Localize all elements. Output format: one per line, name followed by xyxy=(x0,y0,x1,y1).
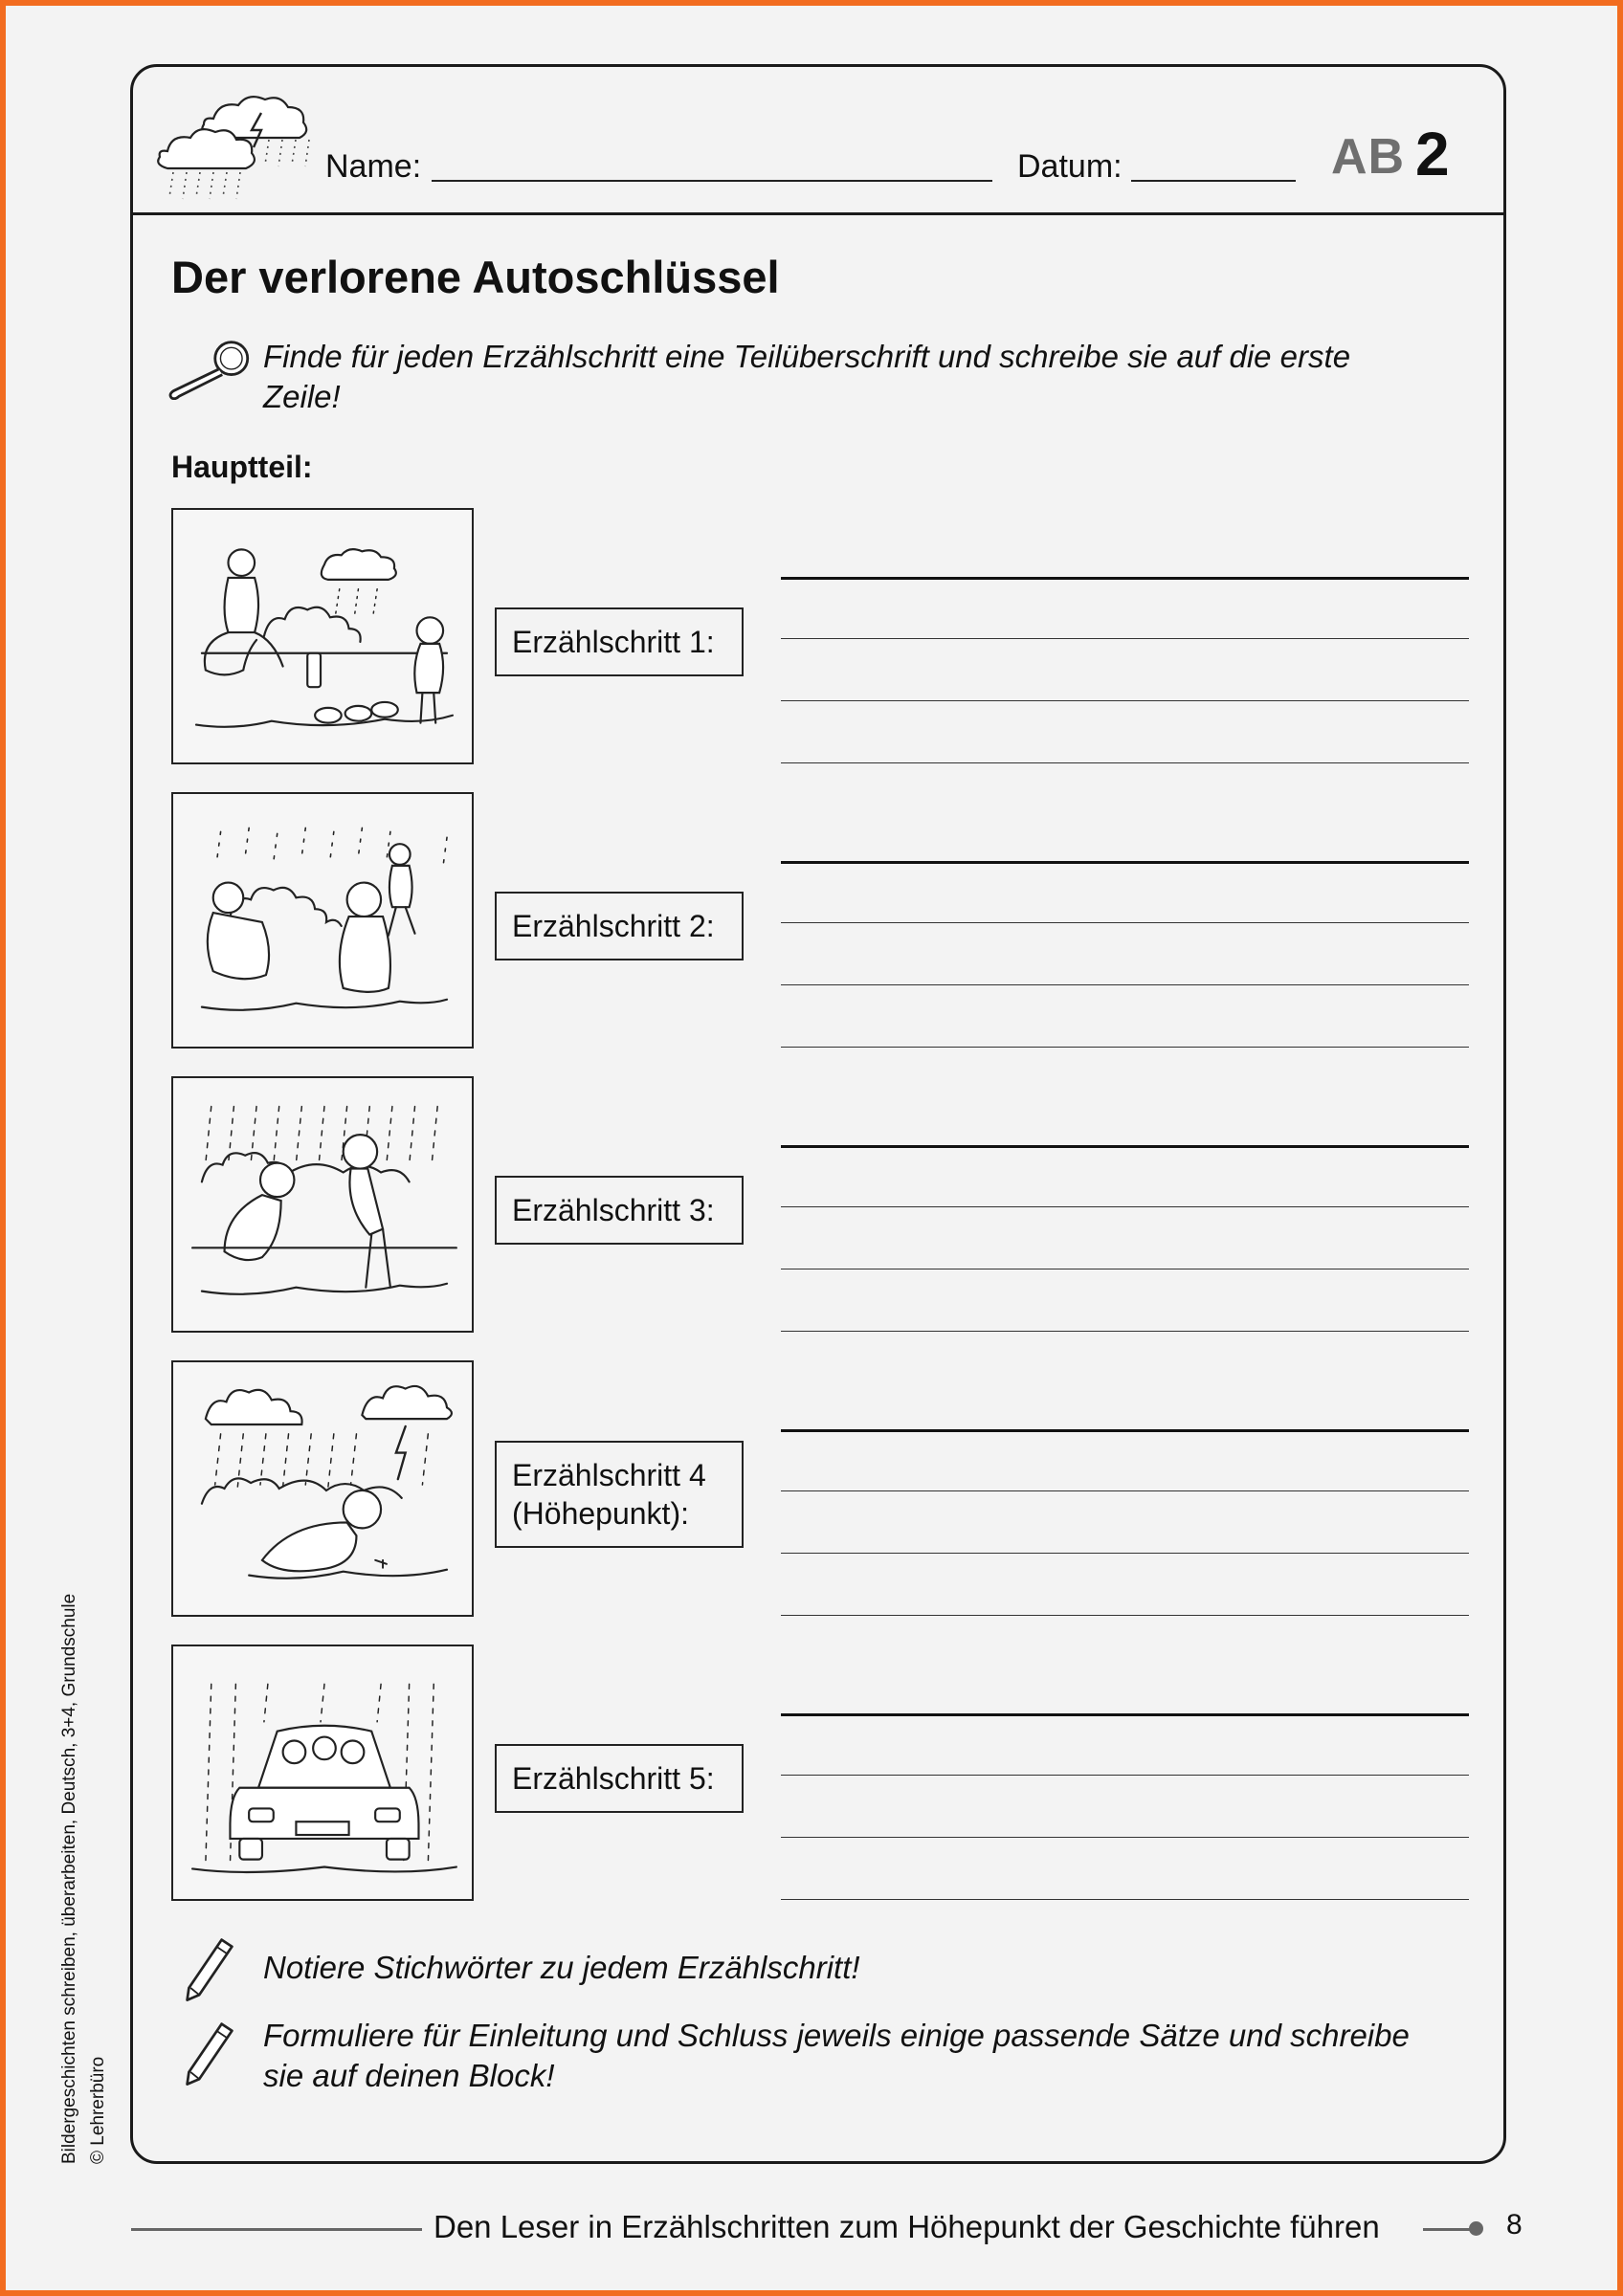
writing-line[interactable] xyxy=(781,1331,1469,1332)
step-label-4-line2: (Höhepunkt): xyxy=(512,1496,689,1531)
step-label-3 xyxy=(495,1176,744,1245)
key-found-illustration xyxy=(171,1360,474,1617)
footer-title: Den Leser in Erzählschritten zum Höhepunkt der Geschichte führen xyxy=(434,2209,1380,2244)
worksheet xyxy=(130,64,1506,2164)
main-instruction-line1: Finde für jeden Erzählschritt eine Teilüberschrift und schreibe sie auf die erste xyxy=(263,339,1351,374)
story-step-3 xyxy=(171,1076,1478,1333)
heading-line-1[interactable] xyxy=(781,577,1469,580)
picnic-illustration xyxy=(171,508,474,764)
side-credit-line1: Bildergeschichten schreiben, überarbeiten, Deutsch, 3+4, Grundschule xyxy=(59,1593,79,2164)
instruction-intro-ending xyxy=(263,2016,1478,2096)
step-label-1 xyxy=(495,607,744,676)
writing-line[interactable] xyxy=(781,1206,1469,1207)
writing-line[interactable] xyxy=(781,1553,1469,1554)
instruction-keywords xyxy=(263,1948,1450,1988)
worksheet-number: 2 xyxy=(1415,120,1450,188)
side-credit xyxy=(56,1594,113,2164)
step-label-5 xyxy=(495,1744,744,1813)
story-step-2 xyxy=(171,792,1478,1049)
story-step-5 xyxy=(171,1645,1478,1901)
main-instruction xyxy=(263,337,1450,417)
writing-line[interactable] xyxy=(781,1615,1469,1616)
writing-line[interactable] xyxy=(781,762,1469,763)
page-number: 8 xyxy=(1506,2209,1523,2241)
step-label-3-line1: Erzählschritt 3: xyxy=(512,1193,715,1227)
instruction-keywords-line1: Notiere Stichwörter zu jedem Erzählschritt! xyxy=(263,1950,860,1985)
instruction-intro-ending-line1: Formuliere für Einleitung und Schluss jeweils einige passende Sätze und schreibe xyxy=(263,2018,1410,2053)
step-label-2-line1: Erzählschritt 2: xyxy=(512,909,715,943)
footer-bullet xyxy=(1469,2221,1483,2236)
date-label: Datum: xyxy=(1017,148,1123,185)
pencil-icon xyxy=(183,2020,236,2089)
side-credit-line2: © Lehrerbüro xyxy=(88,2056,108,2164)
rain-starts-illustration xyxy=(171,792,474,1049)
section-label-hauptteil: Hauptteil: xyxy=(171,450,313,484)
search-in-rain-illustration xyxy=(171,1076,474,1333)
story-step-1 xyxy=(171,508,1478,764)
step-label-4-line1: Erzählschritt 4 xyxy=(512,1458,706,1492)
footer-rule-left xyxy=(131,2228,422,2231)
writing-line[interactable] xyxy=(781,1775,1469,1776)
name-label: Name: xyxy=(325,148,422,185)
main-instruction-line2: Zeile! xyxy=(263,379,341,414)
header-divider xyxy=(133,212,1503,215)
story-step-4 xyxy=(171,1360,1478,1617)
step-label-1-line1: Erzählschritt 1: xyxy=(512,625,715,659)
pencil-icon xyxy=(183,1936,236,2005)
heading-line-5[interactable] xyxy=(781,1713,1469,1716)
page-title: Der verlorene Autoschlüssel xyxy=(171,252,780,302)
date-field[interactable] xyxy=(1131,180,1296,182)
writing-line[interactable] xyxy=(781,1837,1469,1838)
writing-line[interactable] xyxy=(781,700,1469,701)
writing-line[interactable] xyxy=(781,1899,1469,1900)
footer-rule-right xyxy=(1423,2228,1475,2231)
instruction-intro-ending-line2: sie auf deinen Block! xyxy=(263,2058,555,2093)
step-label-2 xyxy=(495,892,744,960)
step-label-4 xyxy=(495,1441,744,1548)
name-field[interactable] xyxy=(432,180,992,182)
writing-line[interactable] xyxy=(781,922,1469,923)
heading-line-4[interactable] xyxy=(781,1429,1469,1432)
worksheet-code-label: AB xyxy=(1331,129,1406,185)
writing-line[interactable] xyxy=(781,1047,1469,1048)
car-in-rain-illustration xyxy=(171,1645,474,1901)
writing-line[interactable] xyxy=(781,984,1469,985)
writing-line[interactable] xyxy=(781,638,1469,639)
thundercloud-icon xyxy=(154,84,326,204)
magnifier-icon xyxy=(166,337,257,400)
heading-line-2[interactable] xyxy=(781,861,1469,864)
writing-line[interactable] xyxy=(781,1490,1469,1491)
step-label-5-line1: Erzählschritt 5: xyxy=(512,1761,715,1796)
heading-line-3[interactable] xyxy=(781,1145,1469,1148)
